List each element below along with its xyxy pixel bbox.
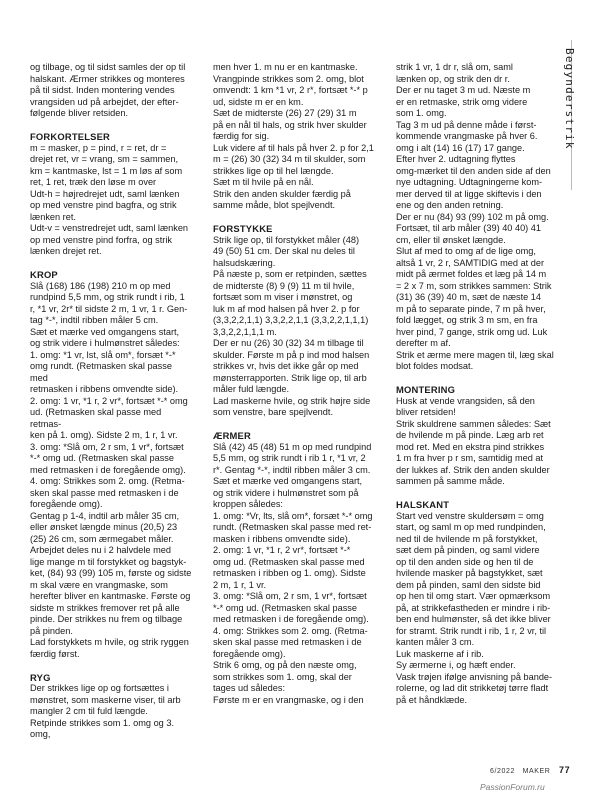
text-line: sken skal passe med retmasken i de	[30, 487, 179, 498]
text-line: lænken ret.	[30, 211, 76, 222]
text-line: mer derved til at ligge skiftevis i den	[396, 188, 542, 199]
text-line: Lad maskerne hvile, og strik højre side	[213, 395, 371, 406]
text-line: fortsæt som m viser i mønstret, og	[213, 292, 353, 302]
text-line: op hen til omg start. Vær opmærksom	[396, 591, 551, 601]
text-line: mangler 2 cm til fuld længde.	[30, 706, 148, 716]
text-line: derefter m af.	[396, 338, 451, 348]
text-line: mønsterrapporten. Strik lige op, til arb	[213, 372, 367, 383]
column-3	[396, 62, 558, 706]
text-line: omg i alt (14) 16 (17) 17 gange.	[396, 142, 525, 153]
text-line: er en retmaske, strik omg videre	[396, 96, 528, 107]
text-line: retmasken i ribben og 1. omg). Sidste	[213, 568, 366, 578]
text-line: og strik videre i hulmønstret som på	[213, 487, 359, 498]
text-line: omg-mærket til den anden side af den	[396, 165, 551, 176]
text-line: Der er nu taget 3 m ud. Næste m	[396, 85, 531, 95]
text-line: vrangsiden ud på arbejdet, der efter-	[30, 96, 179, 107]
text-line: mønstret, som maskerne viser, til arb	[30, 694, 181, 705]
text-line: nye udtagning. Udtagningerne kom-	[396, 177, 543, 187]
text-line: 49 (50) 51 cm. Der skal nu deles til	[213, 246, 355, 256]
text-line: m på to separate pinde, 7 m på hver,	[396, 303, 546, 314]
text-line: start, og saml m op med rundpinden,	[396, 522, 546, 532]
text-line: 5,5 mm, og strik rundt i rib 1 r, *1 vr, 2	[213, 453, 366, 463]
text-line: hvilende masker på bagstykket, sæt	[396, 568, 543, 578]
text-line: kommende vrangmaske på hver 6.	[396, 131, 538, 141]
text-line: og tilbage, og til sidst samles der op til	[30, 62, 186, 72]
text-line: blot foldes modsat.	[396, 361, 474, 371]
text-line: og strik videre i hulmønstret således:	[30, 338, 180, 348]
text-line: Sæt et mærke ved omgangens start,	[30, 326, 180, 337]
text-line: fold lægget, og strik 3 m sm, en fra	[396, 315, 538, 325]
section-heading: RYG	[30, 671, 51, 683]
page-number: 77	[559, 765, 571, 775]
text-line: 3. omg: *Slå om, 2 r sm, 1 vr*, fortsæt	[213, 591, 367, 601]
text-line: som venstre, bare spejlvendt.	[213, 407, 334, 417]
text-line: drejet ret, vr = vrang, sm = sammen,	[30, 154, 179, 164]
text-line: masken i ribbens omvendte side).	[213, 533, 351, 544]
text-line: Strik skuldrene sammen således: Sæt	[396, 418, 551, 429]
text-line: Udt-h = højredrejet udt, saml lænken	[30, 188, 180, 199]
text-line: skulder. Første m på p ind mod halsen	[213, 349, 370, 360]
column-1	[30, 62, 192, 741]
text-line: færdig for sig.	[213, 131, 270, 141]
text-line: på et håndklæde.	[396, 694, 468, 705]
text-line: samme måde, blot spejlvendt.	[213, 200, 336, 210]
paragraph-gap	[30, 660, 192, 672]
text-line: omg rundt. (Retmasken skal passe med	[30, 361, 172, 383]
text-line: de hvilende m på pinde. Læg arb ret	[396, 430, 544, 440]
footer-magazine: MAKER	[522, 768, 551, 775]
section-heading: ÆRMER	[213, 430, 251, 441]
text-line: rundt. (Retmasken skal passe med ret-	[213, 522, 372, 532]
text-line: op med venstre pind bagfra, og strik	[30, 200, 177, 210]
text-line: Lad forstykkets m hvile, og strik ryggen	[30, 637, 189, 647]
text-line: r*. Gentag *-*, indtil ribben måler 3 cm.	[213, 464, 371, 475]
text-line: (31) 36 (39) 40 m, sæt de næste 14	[396, 292, 542, 302]
text-line: op med venstre pind forfra, og strik	[30, 234, 172, 245]
text-line: halsudskæring.	[213, 257, 276, 268]
text-line: færdig først.	[30, 648, 80, 659]
text-line: pinde. Der strikkes nu frem og tilbage	[30, 614, 183, 624]
text-line: ret, 1 ret, træk den løse m over	[30, 177, 157, 187]
text-line: for stramt. Strik rundt i rib, 1 r, 2 vr, til	[396, 625, 547, 636]
text-line: bliver retsiden!	[396, 407, 456, 417]
text-line: strikkes vr, hvis det ikke går op med	[213, 361, 359, 371]
text-line: ud. (Retmasken skal passe med retmas-	[30, 407, 162, 429]
text-line: m = masker, p = pind, r = ret, dr =	[30, 142, 167, 153]
paragraph-gap	[213, 212, 375, 224]
text-line: 2. omg: 1 vr, *1 r, 2 vr*, fortsæt *-*	[213, 545, 351, 555]
text-line: r, *1 vr, 2r* til sidste 2 m, 1 vr, 1 r. Gen-	[30, 303, 188, 314]
text-line: omg ud. (Retmasken skal passe med	[213, 556, 365, 567]
watermark: PassionForum.ru	[480, 782, 545, 792]
text-line: foregående omg).	[213, 648, 286, 659]
text-line: altså 1 vr, 2 r, SAMTIDIG med at der	[396, 257, 545, 268]
text-line: eller ønsket længde minus (20,5) 23	[30, 522, 178, 532]
text-line: retmasken i ribbens omvendte side).	[30, 384, 179, 394]
text-line: sken skal passe med retmasken i de	[213, 637, 362, 647]
paragraph-gap	[213, 419, 375, 431]
text-line: Arbejdet deles nu i 2 halvdele med	[30, 545, 171, 555]
text-line: 1 m fra hver p r sm, samtidig med at	[396, 453, 544, 463]
text-line: ene og den anden retning.	[396, 200, 504, 210]
text-line: op til den anden side og hen til de	[396, 556, 534, 567]
text-line: Luk maskerne af i rib.	[396, 648, 484, 659]
text-line: Slå (42) 45 (48) 51 m op med rundpind	[213, 441, 372, 452]
text-line: Sy ærmerne i, og hæft ender.	[396, 660, 516, 670]
text-line: ken på 1. omg). Sidste 2 m, 1 r, 1 vr.	[30, 430, 178, 440]
text-line: måler fuld længde.	[213, 384, 290, 394]
text-line: m = (26) 30 (32) 34 m til skulder, som	[213, 154, 366, 164]
text-line: strik 1 vr, 1 dr r, slå om, saml	[396, 62, 513, 72]
text-line: herefter bliver en kantmaske. Første og	[30, 591, 191, 601]
paragraph-gap	[30, 120, 192, 132]
text-line: Tag 3 m ud på denne måde i først-	[396, 119, 537, 130]
text-line: Efter hver 2. udtagning flyttes	[396, 154, 516, 164]
text-line: Strik et ærme mere magen til, læg skal	[396, 349, 554, 360]
text-line: med retmasken i de foregående omg).	[30, 464, 186, 475]
section-heading: FORKORTELSER	[30, 131, 111, 142]
text-line: Første m er en vrangmaske, og i den	[213, 694, 364, 705]
text-line: Strik den anden skulder færdig på	[213, 188, 351, 199]
text-line: strikkes lige op til hel længde.	[213, 165, 334, 176]
text-line: der lukkes af. Strik den anden skulder	[396, 464, 550, 475]
section-heading: FORSTYKKE	[213, 223, 273, 234]
text-line: lige mange m til forstykket og bagstyk-	[30, 556, 187, 567]
section-side-title: Begynderstrik	[563, 48, 576, 150]
text-line: kroppen således:	[213, 499, 283, 509]
text-line: 1. omg: *1 vr, lst, slå om*, forsæt *-*	[30, 349, 176, 360]
text-line: Der strikkes lige op og fortsættes i	[30, 683, 169, 693]
text-line: km = kantmaske, lst = 1 m løs af som	[30, 165, 183, 176]
text-line: de midterste (8) 9 (9) 11 m til hvile,	[213, 280, 355, 291]
text-line: sidste m strikkes fremover ret på alle	[30, 602, 180, 613]
text-line: sæt dem på pinden, og saml videre	[396, 545, 540, 555]
text-line: Gentag p 1-4, indtil arb måler 35 cm,	[30, 510, 180, 521]
text-line: hver pind, 7 gange, strik omg ud. Luk	[396, 326, 548, 337]
text-line: Vrangpinde strikkes som 2. omg, blot	[213, 73, 364, 84]
text-line: ned til de hvilende m på forstykket,	[396, 533, 538, 544]
text-line: på til sidst. Inden montering vendes	[30, 85, 175, 95]
text-line: kanten måler 3 cm.	[396, 637, 475, 647]
text-line: lænken op, og strik den dr r.	[396, 73, 510, 84]
text-line: ket, (84) 93 (99) 105 m, første og sidste	[30, 568, 192, 578]
text-line: *-* omg ud. (Retmasken skal passe	[30, 453, 174, 463]
text-line: lænken drejet ret.	[30, 246, 102, 256]
column-2	[213, 62, 375, 706]
section-heading: HALSKANT	[396, 499, 450, 510]
text-line: = 2 x 7 m, som strikkes sammen: Strik	[396, 280, 552, 291]
text-line: ben end hulmønster, så det ikke bliver	[396, 614, 551, 624]
text-line: Slå (168) 186 (198) 210 m op med	[30, 280, 171, 291]
text-line: omvendt: 1 km *1 vr, 2 r*, fortsæt *-* p	[213, 85, 368, 95]
paragraph-gap	[396, 373, 558, 385]
text-line: dem på pinden, saml den sidste bid	[396, 579, 541, 590]
text-line: (3,3,2,2,1,1) 3,3,2,2,1,1 (3,3,2,2,1,1,1)	[213, 315, 369, 325]
text-line: Start ved venstre skuldersøm = omg	[396, 510, 544, 521]
section-heading: MONTERING	[396, 384, 456, 395]
text-line: Vask trøjen ifølge anvisning på bande-	[396, 671, 553, 682]
footer-issue: 6/2022	[490, 768, 516, 775]
text-line: rolerne, og lad dit strikketøj tørre fladt	[396, 683, 549, 693]
text-line: Strik lige op, til forstykket måler (48)	[213, 234, 360, 245]
text-line: 4. omg: Strikkes som 2. omg. (Retma-	[30, 476, 185, 486]
text-line: Retpinde strikkes som 1. omg og 3. omg,	[30, 717, 175, 739]
text-line: 4. omg: Strikkes som 2. omg. (Retma-	[213, 625, 368, 636]
text-line: *-* omg ud. (Retmasken skal passe	[213, 602, 357, 613]
text-line: 2. omg: 1 vr, *1 r, 2 vr*, fortsæt *-* omg	[30, 395, 188, 406]
text-line: foregående omg).	[30, 499, 103, 509]
text-line: sammen på samme måde.	[396, 476, 505, 486]
text-line: 3. omg: *Slå om, 2 r sm, 1 vr*, fortsæt	[30, 441, 184, 452]
text-line: Der er nu (26) 30 (32) 34 m tilbage til	[213, 338, 364, 348]
text-line: følgende bliver retsiden.	[30, 108, 129, 118]
text-line: Husk at vende vrangsiden, så den	[396, 395, 535, 406]
section-heading: KROP	[30, 269, 58, 280]
text-line: På næste p, som er retpinden, sættes	[213, 269, 367, 279]
text-line: Sæt et mærke ved omgangens start,	[213, 476, 363, 486]
text-line: Sæt m til hvile på en nål.	[213, 177, 314, 187]
text-line: Luk videre af til hals på hver 2. p for 2,1	[213, 142, 374, 153]
text-line: mod ret. Med en ekstra pind strikkes	[396, 441, 545, 452]
paragraph-gap	[396, 488, 558, 500]
text-line: Der er nu (84) 93 (99) 102 m på omg.	[396, 211, 549, 222]
text-line: men hver 1. m nu er en kantmaske.	[213, 62, 358, 72]
text-line: Strik 6 omg, og på den næste omg,	[213, 660, 357, 670]
text-line: luk m af mod halsen på hver 2. p for	[213, 303, 360, 314]
text-line: Slut af med to omg af de lige omg,	[396, 246, 536, 256]
text-line: Udt-v = venstredrejet udt, saml lænken	[30, 223, 189, 233]
text-line: Fortsæt, til arb måler (39) 40 40) 41	[396, 223, 542, 233]
page-footer	[490, 765, 570, 775]
text-line: 1. omg: *Vr, lts, slå om*, forsæt *-* omg	[213, 510, 373, 521]
text-line: cm, eller til ønsket længde.	[396, 234, 506, 245]
text-line: rundpind 5,5 mm, og strik rundt i rib, 1	[30, 292, 185, 302]
text-line: tag *-*, indtil ribben måler 5 cm.	[30, 315, 159, 325]
text-line: med retmasken i de foregående omg).	[213, 614, 369, 624]
text-line: som 1. omg.	[396, 108, 447, 118]
paragraph-gap	[30, 258, 192, 270]
text-line: tages ud således:	[213, 683, 286, 693]
text-line: på pinden.	[30, 625, 73, 636]
text-line: som strikkes som 1. omg, skal der	[213, 671, 352, 682]
text-line: (25) 26 cm, som ærmegabet måler.	[30, 533, 174, 544]
text-line: midt på ærmet foldes et læg på 14 m	[396, 269, 547, 279]
text-line: 3,3,2,2,1,1,1 m.	[213, 326, 277, 337]
text-line: m skal være en vrangmaske, som	[30, 579, 168, 590]
text-line: Sæt de midterste (26) 27 (29) 31 m	[213, 108, 357, 118]
text-line: 2 m, 1 r, 1 vr.	[213, 579, 267, 590]
text-line: på en nål til hals, og strik hver skulder	[213, 119, 367, 130]
text-line: ud, sidste m er en km.	[213, 96, 304, 107]
text-line: halskant. Ærmer strikkes og monteres	[30, 73, 185, 84]
text-line: på, at strikkefastheden er mindre i rib-	[396, 602, 551, 613]
